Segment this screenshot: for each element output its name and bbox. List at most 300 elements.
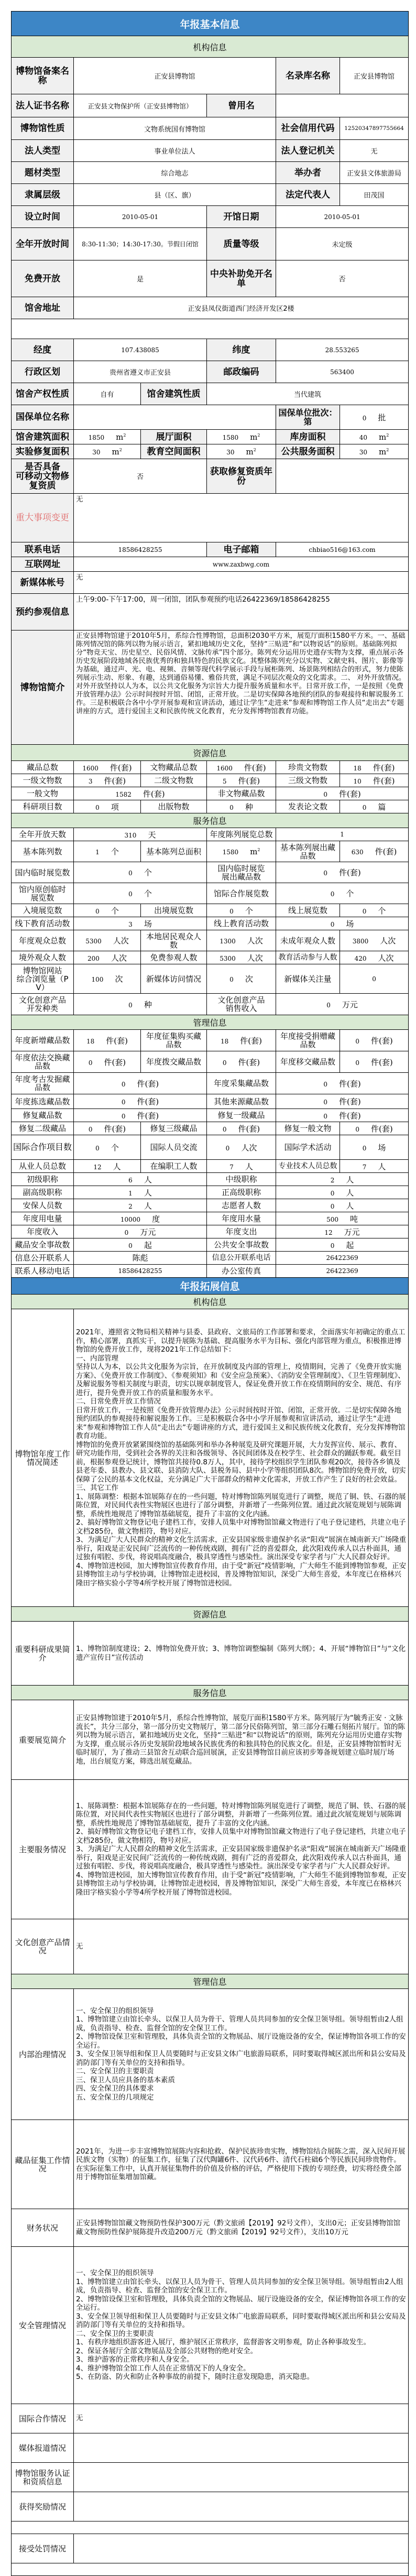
- subsenior-cell: [74, 1186, 207, 1199]
- lab-area-cell: [74, 444, 141, 459]
- build-area-label: 馆舍建筑面积: [12, 430, 74, 444]
- work-value: 2021年，遵照省文物局相关精神与县委、县政府、文旅局的工作部署和要求，全面落实年初确定的重点工作，精心部署，真抓实干，以提升展陈为基础、提高服务水平为目标、强化内部管理为重点，积极推进博物馆的免费开放工作，现将2021年工作总结如下： 一、内部管理 坚持以人为本，以公共文化服务为宗旨，在开放制度及内部的管理上，疫情期间，完善了《免费开放实施方案》、《免费开放工作制度》、《参观须知》和《安全应急预案》、《消防安全管理制度》、《卫生管理制度》、及解说服务等相关制度与职责，切实以规章制度管人，保证免费开放工作在疫情期间的安全、规范、有序进行，提升免费开放工作的质量和服务水平。 二、日常免费开放工作情况 日常开放工作，一是按照《免费开放管理办法》公示时间按时开馆、闭馆，正常开放。二是切实保障各地预约团队的参观接待和解说服务工作。三是积极联合各中小学开展参观和宣讲活动，通过让学生“走进来”参观和博物馆工作人员“走出去”专题讲座的方式，进行爱国主义和民族传统文化教育，充分发挥博物馆教育功能。 博物馆的免费开放紧紧围绕馆的基础陈列和举办各种展览及研究课题开展，大力发挥宣传、展示、教育、研究功能作用，受到社会各界的关注和各级领导、各民间团体及在校学生、社会群众的踊跃参观。截至目前，根据参观登记统计，博物馆共接待0.8万人，其中，接待学校组织学生团队参观20次，接待各乡镇及县老年委、县教办、县文联、县消防大队、县税务局、县中小学等组织团队8次。博物馆的免费开放，切实保障了公民的基本文化权益，充分满足广大干部群众的精神文化需求，开放工作产生了良好的社会效益。 三、其它工作 1、展陈调整：根据本馆展陈存在的一些问题，特对博物馆陈列展览进行了调整，规范了铜、铁、石器的展陈位置，对民间代表性实物展区也进行了部分调整，并新增了一些陈列位置。通过此次展览规划与展陈调整，系统性地规范了博物馆基础展览，提升了丰富的文化内涵。 2、搞好博物馆文物登记电子建档工作，安排人员集中对博物馆馆藏文物进行了电子登记建档，共建立电子文档285份，做文物相符，物号对应。 3、为满足广大人民群众的精神文化生活需求，正安县国家级非遗保护名录“阳戏”展演在城南新天广场隆重举行，阳戏是正安民间广泛流传的一种传统戏剧，拥有广泛的喜爱群众，此次阳戏传承人以古朴面具，通过独有唱腔、步伐，将说唱高度融合，极具穿透性与感染性。演出深受专家学者与广大人民群众好评。 4、博物馆进校园，加大博物馆宣传教育作用，由于受“新冠”疫情影响，广大师生不能到博物馆参观，正安县博物馆主动与学校协调，让博物馆走进校园，普及博物馆知识，深受广大师生喜爱，本年度已在格林兴隆田字格实验小学等4所学校开展了博物馆进校园。: [74, 1309, 409, 1607]
- restore-qual-label-line1: 是否具备: [25, 461, 60, 472]
- grade3-cell: [340, 774, 409, 787]
- area-unit-m: m: [116, 432, 124, 442]
- minor-value: 3800: [352, 938, 369, 945]
- basic-count-value: 1: [95, 849, 100, 856]
- tech-cell: [340, 1160, 409, 1173]
- general-cell: [74, 787, 207, 800]
- ge-unit: 个: [144, 868, 152, 877]
- postcode-label: 邮政编码: [207, 361, 276, 383]
- renci-unit: 人次: [111, 953, 127, 963]
- basic-area-value: 1580: [222, 848, 239, 856]
- nonrelic-value: 0: [323, 790, 327, 798]
- work-label: 博物馆年度工作情况简述: [12, 1309, 74, 1607]
- basic-area-label: 基本陈列总面积: [141, 841, 207, 862]
- pick-label: 年度拣选藏品数: [12, 1094, 74, 1109]
- junior-value: 6: [128, 1176, 133, 1184]
- edu-area-value: 30: [226, 448, 235, 456]
- income-value: 0: [124, 1229, 129, 1236]
- coop-label: 馆际合作展览数: [207, 883, 276, 904]
- allot-label: 年度拨交藏品数: [141, 1051, 207, 1073]
- coll-acc-cell: [74, 1238, 207, 1252]
- piece-unit: 件(套): [104, 1057, 126, 1067]
- credit-code-value: 12520347897755664: [340, 117, 409, 140]
- heritage-name-label: 国保单位名称: [12, 405, 74, 430]
- nature-label: 博物馆性质: [12, 117, 74, 140]
- legal-type-label: 法人类型: [12, 140, 74, 162]
- lab-area-value: 30: [92, 448, 101, 456]
- chang-unit: 场: [378, 1143, 386, 1153]
- cc-sales-label: [207, 994, 276, 1015]
- research-cell: [74, 800, 141, 813]
- piece-unit: 件(套): [238, 776, 260, 786]
- building-label: 馆舍建筑性质: [141, 383, 207, 405]
- basic-area-cell: [207, 841, 276, 862]
- store-area-label: 库房面积: [276, 430, 340, 444]
- collect-value: 0: [323, 1080, 327, 1088]
- edu-area-cell: [207, 444, 276, 459]
- area-unit: [246, 447, 256, 456]
- ext-info-header: 年报拓展信息: [12, 1278, 409, 1295]
- piece-unit: 件(套): [375, 847, 397, 856]
- visitors-label: 年度观众总数: [12, 930, 74, 951]
- blank-row: [12, 319, 409, 339]
- piece-unit: 件(套): [240, 1036, 262, 1046]
- renci-unit: 人次: [113, 936, 129, 945]
- former-name-label: 曾用名: [207, 94, 276, 117]
- dom-temp-items-label-line2: 展出藏品数: [221, 872, 261, 882]
- blank-row: [12, 2563, 409, 2576]
- basic-items-cell: [340, 841, 409, 862]
- media-value: [74, 2433, 409, 2463]
- intl-staff-label: 国际人员交流: [141, 1135, 207, 1160]
- building-value: 当代建筑: [207, 383, 409, 405]
- area-unit-sup: 2: [257, 847, 260, 852]
- exhibit-total-label: 年度陈列展览总数: [207, 828, 276, 841]
- staff-value: 12: [93, 1163, 102, 1171]
- free-visit-value: 5300: [220, 954, 236, 962]
- repair-value: 0: [121, 1112, 126, 1120]
- junior-label: 初级职称: [12, 1173, 74, 1186]
- dom-temp-items-value: 0: [323, 869, 327, 877]
- piece-unit: 件(套): [143, 789, 165, 799]
- ren-unit: 人: [144, 1201, 152, 1211]
- expense-label: 年度支出: [207, 1225, 276, 1238]
- online-exh-value: 0: [362, 907, 367, 915]
- finance-label: 财务状况: [12, 2209, 74, 2247]
- relic-total-value: 1600: [216, 764, 233, 772]
- middle-cell: [276, 1173, 409, 1186]
- water-unit: 吨: [349, 1214, 358, 1224]
- orig-temp-label-line2: 展览数: [30, 893, 54, 903]
- volunteer-cell: [276, 1199, 409, 1212]
- piece-unit: 件(套): [339, 1079, 361, 1089]
- tech-value: 7: [362, 1163, 367, 1171]
- cc-sales-value: 0: [326, 1001, 331, 1009]
- ren-unit: 人: [346, 1175, 354, 1184]
- renci-unit: 人次: [241, 1143, 257, 1153]
- phone-label: 联系电话: [12, 542, 74, 557]
- research-unit: 项: [111, 802, 119, 812]
- onroll-value: 7: [229, 1163, 234, 1171]
- wanyuan-unit: 万元: [344, 1227, 360, 1237]
- qi-unit: 起: [144, 1240, 152, 1250]
- ge-unit: 个: [378, 906, 386, 916]
- cc-kinds-cell: [74, 994, 207, 1015]
- store-area-value: 40: [359, 433, 368, 441]
- level-value: 县（区、旗）: [74, 184, 276, 206]
- theme-label: 题材类型: [12, 162, 74, 184]
- area-unit: [116, 432, 126, 442]
- power-value: 10000: [120, 1215, 141, 1223]
- email-label: 电子邮箱: [207, 542, 276, 557]
- area-unit-m: m: [246, 447, 254, 456]
- tech-label: 专业技术人员总数: [276, 1160, 340, 1173]
- dom-temp-label: 国内临时展览数: [12, 862, 74, 883]
- established-label: 设立时间: [12, 206, 74, 228]
- ren-unit: 人: [346, 1188, 354, 1198]
- reg-authority-label: 法人登记机关: [276, 140, 340, 162]
- governance-label: 内部治理情况: [12, 1989, 74, 2120]
- registry-name-label: 名录库名称: [276, 58, 340, 94]
- registry-name-value: 正安县博物馆: [340, 58, 409, 94]
- store-area-cell: [340, 430, 409, 444]
- nature-value: 文物系统国有博物馆: [74, 117, 276, 140]
- resource-section-title: 资源信息: [12, 745, 409, 761]
- offline-edu-value: 3: [128, 920, 133, 928]
- minor-label: 未成年观众人数: [276, 930, 340, 951]
- allot-value: 0: [222, 1059, 227, 1067]
- nm-follow-value: 0: [340, 964, 409, 994]
- publication-label: 出版物数: [141, 800, 207, 813]
- other-cell: [276, 1094, 409, 1109]
- ren-unit: 人: [245, 1161, 253, 1171]
- ci-unit: 次: [115, 974, 123, 984]
- lng-value: 107.438085: [74, 339, 207, 361]
- area-unit: [250, 847, 260, 856]
- cc-kinds-label-line1: 文化创意产品: [18, 995, 66, 1005]
- service-section-title: 服务信息: [12, 813, 409, 828]
- area-unit-sup: 2: [386, 432, 389, 438]
- contact-phone-value: 26422369: [276, 1252, 409, 1265]
- pv-label-line1: 博物馆网站: [23, 965, 62, 975]
- online-edu-cell: [276, 917, 409, 930]
- power-cell: [74, 1212, 207, 1225]
- online-edu-value: 0: [330, 920, 335, 928]
- exhibit-summary-label: 重要展览简介: [12, 1700, 74, 1780]
- piece-unit: 件(套): [238, 1124, 260, 1134]
- newmedia-label: 新媒体帐号: [12, 572, 74, 594]
- lat-value: 28.553265: [276, 339, 409, 361]
- research-label: 科研项目数: [12, 800, 74, 813]
- intl-proj-cell: [74, 1135, 141, 1160]
- ren-unit: 人: [113, 1161, 121, 1171]
- lab-area-label: 实验修复面积: [12, 444, 74, 459]
- booking-label: 预约参观信息: [12, 594, 74, 631]
- ext-org-section-title: 机构信息: [12, 1295, 409, 1309]
- contact-value: 陈彪: [74, 1252, 207, 1265]
- cc-kinds-label-line2: 开发种类: [26, 1004, 58, 1013]
- edu-area-label: 教育空间面积: [141, 444, 207, 459]
- heritage-batch-cell: [340, 405, 409, 430]
- hours-label: 全年开放时间: [12, 228, 74, 260]
- grade1-cell: [74, 774, 141, 787]
- service-summary-label: 主要服务情况: [12, 1780, 74, 1919]
- major-change-value: 无: [74, 494, 409, 542]
- nm-visit-value: 0: [229, 976, 234, 983]
- online-exh-label: 线上展览数: [276, 904, 340, 917]
- repair-gen-cell: [340, 1122, 409, 1135]
- piece-unit: 件(套): [371, 1057, 393, 1067]
- pv-label-line3: V）: [36, 982, 49, 992]
- minor-cell: [340, 930, 409, 951]
- repair1-label: 修复一级藏品: [207, 1109, 276, 1122]
- water-value: 500: [326, 1215, 338, 1223]
- zhong-unit: 种: [144, 999, 152, 1009]
- intl-acad-value: 0: [362, 1144, 367, 1152]
- mobile-label: 联系人移动电话: [12, 1265, 74, 1278]
- penalty-label: 接受处罚情况: [12, 2534, 74, 2563]
- lng-label: 经度: [12, 339, 74, 361]
- hours-value: 8:30-11:30；14:30-17:30。节假日闭馆: [74, 228, 207, 260]
- property-label: 馆舍产权性质: [12, 383, 74, 405]
- coop-cell: [276, 883, 409, 904]
- area-unit: [379, 447, 389, 456]
- piece-unit: 件(套): [238, 1057, 260, 1067]
- contact-label: 信息公开联系人: [12, 1252, 74, 1265]
- pick-cell: [74, 1094, 207, 1109]
- intro-label: 博物馆简介: [12, 631, 74, 745]
- grade2-value: 5: [222, 777, 227, 785]
- basic-info-header: 年报基本信息: [12, 12, 409, 36]
- transfer-value: 0: [355, 1059, 359, 1067]
- area-unit: [112, 447, 122, 456]
- restore-qual-label-line3: 复资质: [29, 480, 56, 491]
- piece-unit: 件(套): [373, 776, 395, 786]
- cert-name-value: 正安县文物保护所（正安县博物馆）: [74, 94, 207, 117]
- ge-unit: 个: [245, 906, 253, 916]
- legal-rep-value: 田茂国: [340, 184, 409, 206]
- open-days-cell: [74, 828, 207, 841]
- nm-visit-cell: [207, 964, 276, 994]
- grade1-value: 3: [88, 777, 93, 785]
- piece-unit: 件(套): [137, 1111, 159, 1121]
- nm-follow-label: 新媒体关注量: [276, 964, 340, 994]
- offline-edu-label: 线下教育活动数: [12, 917, 74, 930]
- renci-unit: 人次: [247, 936, 263, 945]
- outbound-cell: [207, 904, 276, 917]
- dom-temp-items-label-line1: 国内临时展览: [217, 863, 265, 873]
- area-unit-sup: 2: [386, 447, 389, 452]
- media-label: 媒体报道情况: [12, 2433, 74, 2463]
- onroll-label: 在编职工人数: [141, 1160, 207, 1173]
- purchase-value: 18: [221, 1037, 229, 1045]
- theme-value: 综合地志: [74, 162, 276, 184]
- newmedia-value: 无: [74, 572, 409, 594]
- major-change-label: 重大事项变更: [12, 494, 74, 542]
- ext-service-section-title: 服务信息: [12, 1686, 409, 1700]
- ren-unit: 人: [144, 1188, 152, 1198]
- free-label: 免费开放: [12, 260, 74, 297]
- central-label: 中央补助免开名单: [207, 260, 276, 297]
- staff-cell: [74, 1160, 141, 1173]
- offline-edu-cell: [74, 917, 207, 930]
- hall-area-label: 展厅面积: [141, 430, 207, 444]
- outbound-label: 出境展览数: [141, 904, 207, 917]
- nonrelic-label: 非文物藏品数: [207, 787, 276, 800]
- repair3-value: 0: [222, 1125, 227, 1133]
- piece-unit: 件(套): [110, 763, 132, 773]
- junior-cell: [74, 1173, 207, 1186]
- dom-temp-cell: [74, 862, 207, 883]
- basic-items-label: 基本陈列展出藏品数: [276, 841, 340, 862]
- dom-temp-items-label: [207, 862, 276, 883]
- general-value: 1582: [115, 790, 132, 798]
- pick-value: 0: [121, 1099, 126, 1106]
- research-summary-label: 重要科研成果简介: [12, 1622, 74, 1686]
- service-summary-value: 1、展陈调整：根据本馆展陈存在的一些问题，特对博物馆陈列展览进行了调整，规范了铜、铁、石器的展陈位置，对民间代表性实物展区也进行了部分调整，并新增了一些陈列位置。通过此次展览规划与展陈调整，系统性地规范了博物馆基础展览，提升了丰富的文化内涵。 2、搞好博物馆文物登记电子建档工作，安排人员集中对博物馆馆藏文物进行了电子登记建档，共建立电子文档285份，做文物相符，物号对应。 3、为满足广大人民群众的精神文化生活需求，正安县国家级非遗保护名录“阳戏”展演在城南新天广场隆重举行，阳戏是正安民间广泛流传的一种传统戏剧，拥有广泛的喜爱群众，此次阳戏传承人以古朴面具，通过独有唱腔、步伐，将说唱高度融合，极具穿透性与感染性。演出深受专家学者与广大人民群众好评。 4、博物馆进校园，加大博物馆宣传教育作用，由于受“新冠”疫情影响，广大师生不能到博物馆参观，正安县博物馆主动与学校协调，让博物馆走进校园，普及博物馆知识，深受广大师生喜爱，本年度已在格林兴隆田字格实验小学等4所学校开展了博物馆进校园。: [74, 1780, 409, 1919]
- piece-unit: 件(套): [373, 763, 395, 773]
- dom-temp-items-cell: [276, 862, 409, 883]
- piece-unit: 件(套): [339, 789, 361, 799]
- chang-unit: 场: [144, 919, 152, 929]
- free-visit-label: 免费参观人数: [141, 951, 207, 964]
- piece-unit: 件(套): [106, 1036, 128, 1046]
- qual-year-value: [276, 459, 409, 494]
- inbound-cell: [74, 904, 141, 917]
- visitors-cell: [74, 930, 141, 951]
- open-days-label: 全年开放天数: [12, 828, 74, 841]
- address-label: 馆舍地址: [12, 297, 74, 319]
- foreign-cell: [74, 951, 141, 964]
- piece-unit: 件(套): [137, 1097, 159, 1106]
- intl-staff-value: 0: [225, 1144, 230, 1152]
- governance-value: 一、安全保卫的组织领导 1、博物馆建立由馆长牵头、以保卫人员为骨干、管理人员共同参加的安全保卫领导组。领导组暂由2人组成，负责指导、检查、监督全馆的安全保卫工作。 2、博物馆设保卫室和管理股，具体负责全馆的文物展品、展厅设施设备的安全，保证博物馆各项工作的安全运行。 3、安全保卫领导组和保卫人员要随时与正安县文体广电旅游局联系，同时要取得城区派出所和县公安局及消防部门等有关单位的支持和指导。 二、安全保卫的主要职责 三、保卫人员应具备的基本素质 四、安全保卫的具体要求 五、安全保卫的几项规定: [74, 1989, 409, 2120]
- heritage-batch-unit: 批: [378, 412, 386, 422]
- legal-rep-label: 法定代表人: [276, 184, 340, 206]
- piece-unit: 件(套): [339, 1097, 361, 1106]
- mobile-value: 18586428255: [74, 1265, 207, 1278]
- annual-report-table: [11, 11, 409, 2576]
- donate-value: 0: [355, 1037, 359, 1045]
- exchange-label: 年度依法交换藏品数: [12, 1051, 74, 1073]
- grade3-label: 三级文物数: [276, 774, 340, 787]
- staff-label: 从业人员总数: [12, 1160, 74, 1173]
- orig-temp-cell: [74, 883, 207, 904]
- central-value: 否: [276, 260, 409, 297]
- intl-proj-label: 国际合作项目数: [12, 1135, 74, 1160]
- ext-resource-section-title: 资源信息: [12, 1607, 409, 1622]
- area-unit: [250, 432, 260, 442]
- cert-label-line2: 和资质信息: [23, 2476, 62, 2486]
- property-value: 自有: [74, 383, 141, 405]
- ci-unit: 次: [245, 974, 253, 984]
- cc-sales-label-line1: 文化创意产品: [217, 995, 265, 1005]
- ren-unit: 人: [144, 1175, 152, 1184]
- intl-coop-label: 国际合作情况: [12, 2404, 74, 2433]
- cert-label-line1: 博物馆服务认证: [15, 2468, 70, 2478]
- exhibit-summary-value: 正安县博物馆建于2010年5月，系综合性博物馆，展览厅面积1580平方米。陈列展厅为“毓秀正安 · 文脉流长”，共分三部分，第一部分历史文物展厅，第二部分民俗陈列馆，第三部分石雕石刻拓片展厅。馆的陈列以物为展示语言，紧扣地域历史文化，坚持“三贴进”和“以物说话”的原则，陈列充分运用历史遗存实物为支撑，重点展示各历史发展阶段地域各民族优秀的和独具特色的民族文化。但是，正安县博物馆暂时无临时展厅，为了推动三县馆舍互动联合巡回展演，正安县博物馆目前应该初步筹备规划建立临时展厅场地，出台展览方案，筛选出展览藏品。: [74, 1700, 409, 1780]
- area-unit-m: m: [379, 432, 387, 442]
- other-value: 0: [323, 1099, 327, 1106]
- piece-unit: 件(套): [371, 1124, 393, 1134]
- transfer-label: 年度移交藏品数: [276, 1051, 340, 1073]
- quality-value: 未定级: [276, 228, 409, 260]
- middle-value: 2: [330, 1176, 335, 1184]
- visitors-value: 5300: [85, 938, 102, 945]
- safety-value: 一、安全保卫的组织领导 1、博物馆建立由馆长牵头、以保卫人员为骨干、管理人员共同参加的安全保卫领导组。领导组暂由2人组成，负责指导、检查、监督全馆的安全保卫工作。 2、博物馆设保卫室和管理股，具体负责全馆的文物展品、展厅设施设备的安全，保证博物馆各项工作的安全运行。 3、安全保卫领导组和保卫人员要随时与正安县文体广电旅游局联系，同时要取得城区派出所和县公安局及消防部门等有关单位的支持和指导。 二、安全保卫的主要职责 1、有秩序地组织游客进入展厅，维护展区正常秩序，监督游客文明参观，防止各种事故发生。 2、保证各展厅全部文物展品及全部公共财物的绝对安全。 3、维护游客的正常秩序和人身安全。 4、维护博物馆全馆工作人员在正常情况下的人身安全。 5、在防盗、防火和防止各种事故的前提下，随时注意发现隐患，消灭隐患。: [74, 2247, 409, 2404]
- ren-unit: 人: [346, 1201, 354, 1211]
- public-area-label: 公共服务面积: [276, 444, 340, 459]
- free-value: 是: [74, 260, 207, 297]
- renci-unit: 人次: [380, 936, 396, 945]
- general-label: 一般文物: [12, 787, 74, 800]
- cc-sales-label-line2: 销售收入: [225, 1004, 257, 1013]
- repair2-label: 修复二级藏品: [12, 1122, 74, 1135]
- cert-label: [12, 2463, 74, 2492]
- repair3-label: 修复三级藏品: [141, 1122, 207, 1135]
- excavate-label: 年度考古发掘藏品数: [12, 1073, 74, 1094]
- water-cell: [276, 1212, 409, 1225]
- basic-items-value: 630: [351, 849, 364, 856]
- piece-unit: 件(套): [104, 776, 126, 786]
- area-unit-m: m: [112, 447, 119, 456]
- contact-phone-label: 信息公开联系电话: [207, 1252, 276, 1265]
- intl-acad-cell: [340, 1135, 409, 1160]
- quality-label: 质量等级: [207, 228, 276, 260]
- excavate-cell: [74, 1073, 207, 1094]
- intl-coop-value: 无: [74, 2404, 409, 2433]
- opening-value: 2010-05-01: [276, 206, 409, 228]
- credit-code-label: 社会信用代码: [276, 117, 340, 140]
- ge-unit: 个: [111, 847, 119, 856]
- renci-unit: 人次: [247, 953, 263, 963]
- repair1-value: 0: [323, 1112, 327, 1120]
- precious-cell: [340, 761, 409, 774]
- subsenior-value: 1: [128, 1189, 133, 1197]
- collect-label: 年度采集藏品数: [207, 1073, 276, 1094]
- piece-unit: 件(套): [244, 763, 266, 773]
- foreign-label: 境外观众人数: [12, 951, 74, 964]
- lat-label: 纬度: [207, 339, 276, 361]
- exchange-value: 0: [88, 1059, 93, 1067]
- coll-acc-value: 0: [128, 1242, 133, 1249]
- local-label: 本地居民观众人数: [141, 930, 207, 951]
- edu-part-cell: [340, 951, 409, 964]
- heritage-batch-value: 0: [362, 414, 367, 422]
- donate-cell: [340, 1030, 409, 1051]
- qi-unit: 起: [346, 1240, 354, 1250]
- papers-cell: [340, 800, 409, 813]
- ren-unit: 人: [378, 1161, 386, 1171]
- publication-unit: 种: [245, 802, 253, 812]
- total-value: 1600: [82, 764, 98, 772]
- area-unit-m: m: [250, 432, 258, 442]
- nonrelic-cell: [276, 787, 409, 800]
- website-value[interactable]: www.zaxbwg.com: [74, 557, 409, 572]
- repair3-cell: [207, 1122, 276, 1135]
- local-value: 1300: [220, 938, 236, 945]
- volunteer-label: 志愿者人数: [207, 1199, 276, 1212]
- middle-label: 中级职称: [207, 1173, 276, 1186]
- pv-value: 100: [91, 976, 104, 983]
- repair2-cell: [74, 1122, 141, 1135]
- finance-value: 正安县博物馆馆藏文物预防性保护300万元（黔文旅函【2019】92号文件），支出0元；正安县博物馆馆藏文物预防性保护展陈提升改造200万元（黔文旅函【2019】92号文件），支出10万元: [74, 2209, 409, 2247]
- nm-visit-label: 新媒体访问情况: [141, 964, 207, 994]
- inbound-value: 0: [95, 907, 100, 915]
